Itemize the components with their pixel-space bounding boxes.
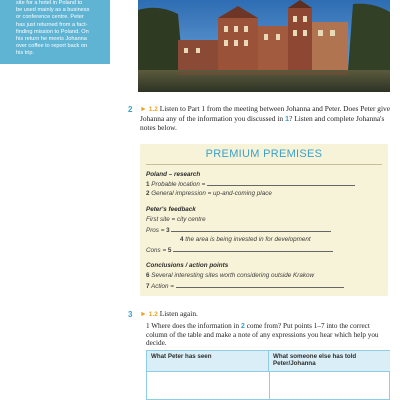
- section-heading: Peter's feedback: [146, 206, 196, 213]
- intro-line: site for a hotel in Poland to: [16, 0, 83, 6]
- audio-track-number: 1.2: [148, 106, 158, 113]
- note-item-6: 6 Several interesting sites worth considering outside Krakow: [146, 272, 315, 279]
- audio-play-icon[interactable]: ►: [140, 105, 147, 113]
- answer-blank[interactable]: [171, 226, 331, 232]
- audio-play-icon[interactable]: ►: [140, 310, 147, 318]
- exercise-2-instruction: [140, 104, 392, 132]
- answer-blank[interactable]: [173, 246, 333, 252]
- note-item-2: 2 General impression = up-and-coming place: [146, 190, 272, 197]
- exercise-ref: 1: [284, 114, 290, 123]
- exercise-ref: 2: [240, 321, 245, 330]
- answer-blank[interactable]: [176, 282, 344, 288]
- table-rule: [147, 371, 389, 372]
- intro-line: finding mission to Poland. On: [16, 28, 89, 35]
- notes-panel: [140, 144, 388, 296]
- table-column-divider: [269, 371, 270, 399]
- exercise-2-text-a: Listen to Part 1 from the meeting between Johanna and Peter. Does Peter give Johanna any of the information you discussed in: [140, 104, 390, 123]
- intro-line: has just returned from a fact-: [16, 21, 88, 28]
- exercise-2-number: 2: [128, 105, 133, 114]
- exercise-3-text: Listen again.: [159, 309, 198, 318]
- exercise-2-text-b: ? Listen and complete Johanna's notes below.: [140, 114, 385, 132]
- intro-text-box: [0, 0, 110, 64]
- note-item-4: 4 the area is being invested in for development: [180, 236, 311, 243]
- table-header-told: What someone else has told Peter/Johanna: [269, 351, 390, 371]
- note-item-1: 1 Probable location =: [146, 180, 355, 188]
- intro-line: his trip.: [16, 50, 35, 57]
- intro-line: be used mainly as a business: [16, 7, 90, 14]
- exercise-3-number: 3: [128, 310, 133, 319]
- audio-track-number: 1.2: [148, 311, 158, 318]
- note-item-3: Pros = 3: [146, 226, 331, 234]
- exercise-3-instruction: [140, 309, 392, 319]
- section-heading: Conclusions / action points: [146, 262, 229, 269]
- exercise-3-sub-instruction: 1 Where does the information in 2 come from? Put points 1–7 into the correct column of the table and make a note of any expressions you hear which help you decide.: [146, 321, 379, 348]
- answer-table: [146, 350, 390, 400]
- sub-item-number: 1: [146, 322, 150, 330]
- notes-divider: [146, 164, 382, 165]
- photo-brick-buildings: [138, 0, 390, 92]
- section-heading: Poland – research: [146, 171, 201, 178]
- note-item-5: Cons = 5: [146, 246, 333, 254]
- notes-title: PREMIUM PREMISES: [205, 148, 323, 160]
- note-first-site: First site = city centre: [146, 216, 206, 223]
- intro-line: or conference centre. Peter: [16, 14, 84, 21]
- intro-line: over coffee to report back on: [16, 43, 88, 50]
- intro-line: his return he meets Johanna: [16, 36, 87, 43]
- table-header-seen: What Peter has seen: [147, 351, 269, 371]
- note-item-7: 7 Action =: [146, 282, 344, 290]
- building-illustration: [138, 0, 390, 92]
- answer-blank[interactable]: [207, 180, 355, 186]
